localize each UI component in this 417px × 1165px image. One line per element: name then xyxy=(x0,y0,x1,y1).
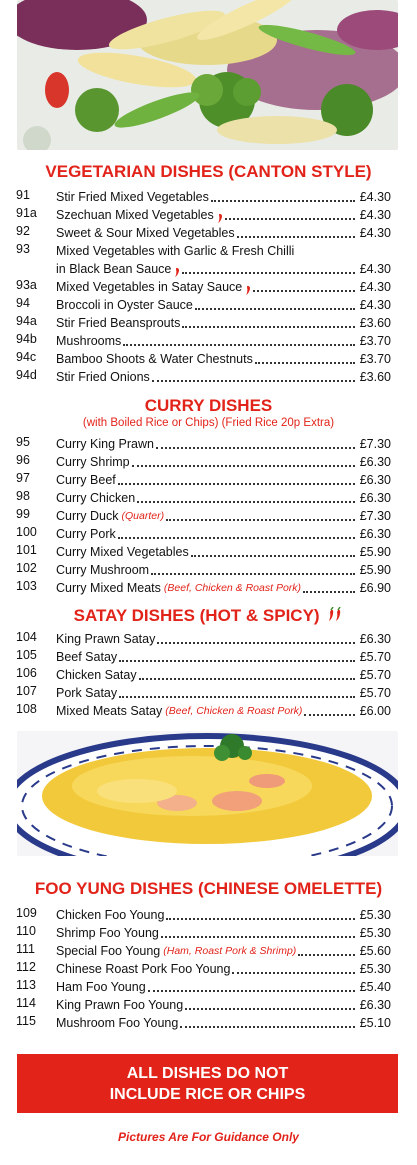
item-number: 115 xyxy=(16,1014,36,1028)
item-note: (Ham, Roast Pork & Shrimp) xyxy=(163,945,297,957)
dot-leader xyxy=(303,578,355,593)
item-number: 93a xyxy=(16,278,37,292)
item-price: £5.90 xyxy=(359,545,391,559)
item-name: Beef Satay xyxy=(56,650,118,664)
item-price: £5.70 xyxy=(359,668,391,682)
dot-leader xyxy=(166,506,355,521)
dot-leader xyxy=(237,223,355,238)
item-name: Special Foo Young xyxy=(56,944,161,958)
item-body xyxy=(56,905,391,923)
red-chili-icon xyxy=(245,284,251,295)
menu-item-row xyxy=(16,277,391,295)
item-number: 100 xyxy=(16,525,37,539)
item-name: Stir Fried Mixed Vegetables xyxy=(56,190,209,204)
item-body xyxy=(56,349,391,367)
item-price: £4.30 xyxy=(359,280,391,294)
item-name: Curry King Prawn xyxy=(56,437,154,451)
dot-leader xyxy=(156,434,355,449)
menu-item-row xyxy=(16,313,391,331)
item-body xyxy=(56,205,391,223)
item-name: Mushrooms xyxy=(56,334,122,348)
menu-item-row xyxy=(16,331,391,349)
item-line xyxy=(56,313,391,331)
item-number: 94 xyxy=(16,296,30,310)
item-line xyxy=(56,434,391,452)
item-name: Mixed Meats Satay xyxy=(56,704,163,718)
item-line xyxy=(56,995,391,1013)
menu-item-row xyxy=(16,223,391,241)
item-price: £3.60 xyxy=(359,316,391,330)
item-line xyxy=(56,187,391,205)
item-name: Mushroom Foo Young xyxy=(56,1016,179,1030)
item-number: 112 xyxy=(16,960,36,974)
item-price: £6.90 xyxy=(359,581,391,595)
dot-leader xyxy=(304,701,355,716)
dot-leader xyxy=(152,367,355,382)
item-body xyxy=(56,959,391,977)
curry-dish-list xyxy=(16,434,391,596)
item-price: £6.30 xyxy=(359,632,391,646)
dot-leader xyxy=(157,629,355,644)
item-body xyxy=(56,506,391,524)
item-body xyxy=(56,295,391,313)
guidance-footer-note: Pictures Are For Guidance Only xyxy=(118,1130,299,1144)
menu-item-row xyxy=(16,959,391,977)
menu-item-row xyxy=(16,578,391,596)
item-price: £6.30 xyxy=(359,527,391,541)
item-name: King Prawn Foo Young xyxy=(56,998,184,1012)
satay-title-text: SATAY DISHES (HOT & SPICY) xyxy=(73,606,320,625)
menu-item-row xyxy=(16,977,391,995)
item-body xyxy=(56,578,391,596)
menu-item-row xyxy=(16,560,391,578)
menu-item-row xyxy=(16,452,391,470)
item-body xyxy=(56,277,391,295)
item-number: 109 xyxy=(16,906,37,920)
item-body xyxy=(56,647,391,665)
menu-item-row xyxy=(16,241,391,277)
item-number: 98 xyxy=(16,489,30,503)
item-body xyxy=(56,331,391,349)
dot-leader xyxy=(255,349,355,364)
item-price: £6.30 xyxy=(359,473,391,487)
red-chili-icon xyxy=(217,212,223,223)
dot-leader xyxy=(118,524,355,539)
foo-yung-dish-list xyxy=(16,905,391,1031)
dot-leader xyxy=(182,313,355,328)
item-body xyxy=(56,488,391,506)
item-body xyxy=(56,683,391,701)
item-name: Curry Chicken xyxy=(56,491,136,505)
item-price: £6.30 xyxy=(359,491,391,505)
item-price: £5.40 xyxy=(359,980,391,994)
dot-leader xyxy=(161,923,355,938)
item-body xyxy=(56,1013,391,1031)
dot-leader xyxy=(119,647,355,662)
item-note: (Quarter) xyxy=(121,510,165,522)
item-line xyxy=(56,1013,391,1031)
vegetable-dish-photo xyxy=(17,0,398,150)
item-body xyxy=(56,187,391,205)
item-number: 92 xyxy=(16,224,30,238)
item-body xyxy=(56,941,391,959)
item-number: 107 xyxy=(16,684,37,698)
item-price: £5.90 xyxy=(359,563,391,577)
item-number: 94a xyxy=(16,314,37,328)
menu-item-row xyxy=(16,488,391,506)
item-price: £3.70 xyxy=(359,352,391,366)
item-line xyxy=(56,683,391,701)
item-line xyxy=(56,959,391,977)
item-body xyxy=(56,313,391,331)
item-name: Mixed Vegetables with Garlic & Fresh Chilli xyxy=(56,244,295,258)
item-price: £5.30 xyxy=(359,908,391,922)
item-number: 113 xyxy=(16,978,36,992)
item-number: 114 xyxy=(16,996,36,1010)
item-line xyxy=(56,701,391,719)
item-number: 101 xyxy=(16,543,37,557)
menu-item-row xyxy=(16,470,391,488)
menu-item-row xyxy=(16,923,391,941)
item-line xyxy=(56,542,391,560)
item-body xyxy=(56,542,391,560)
item-name: Pork Satay xyxy=(56,686,118,700)
item-name: Mixed Vegetables in Satay Sauce xyxy=(56,280,243,294)
item-body xyxy=(56,434,391,452)
item-line xyxy=(56,295,391,313)
item-price: £5.70 xyxy=(359,686,391,700)
menu-item-row xyxy=(16,524,391,542)
item-name: Shrimp Foo Young xyxy=(56,926,159,940)
dot-leader xyxy=(211,187,355,202)
dot-leader xyxy=(253,277,355,292)
dot-leader xyxy=(225,205,355,220)
item-body xyxy=(56,223,391,241)
item-price: £5.70 xyxy=(359,650,391,664)
dot-leader xyxy=(166,905,355,920)
menu-item-row xyxy=(16,1013,391,1031)
item-body xyxy=(56,452,391,470)
item-name: Curry Mixed Meats xyxy=(56,581,161,595)
item-line xyxy=(56,977,391,995)
item-name: Chinese Roast Pork Foo Young xyxy=(56,962,231,976)
satay-dish-list xyxy=(16,629,391,719)
item-line xyxy=(56,349,391,367)
item-body xyxy=(56,977,391,995)
item-line xyxy=(56,452,391,470)
menu-item-row xyxy=(16,683,391,701)
item-price: £4.30 xyxy=(359,190,391,204)
item-price: £3.70 xyxy=(359,334,391,348)
dot-leader xyxy=(191,542,355,557)
dot-leader xyxy=(182,258,355,274)
dot-leader xyxy=(139,665,355,680)
item-name: Curry Mixed Vegetables xyxy=(56,545,189,559)
item-name: Bamboo Shoots & Water Chestnuts xyxy=(56,352,253,366)
item-price: £6.00 xyxy=(359,704,391,718)
omelette-dish-photo xyxy=(17,731,398,856)
item-number: 110 xyxy=(16,924,36,938)
item-name: Curry Shrimp xyxy=(56,455,130,469)
item-price: £5.30 xyxy=(359,926,391,940)
double-chili-icon xyxy=(327,607,343,623)
item-body xyxy=(56,470,391,488)
item-name: Sweet & Sour Mixed Vegetables xyxy=(56,226,235,240)
banner-line-1: ALL DISHES DO NOT xyxy=(126,1064,289,1082)
item-body xyxy=(56,241,391,277)
item-price: £5.10 xyxy=(359,1016,391,1030)
item-number: 102 xyxy=(16,561,37,575)
item-body xyxy=(56,560,391,578)
item-price: £6.30 xyxy=(359,998,391,1012)
dot-leader xyxy=(119,683,355,698)
item-name: Chicken Foo Young xyxy=(56,908,165,922)
item-price: £7.30 xyxy=(359,509,391,523)
menu-item-row xyxy=(16,187,391,205)
curry-section-title: CURRY DISHES xyxy=(144,396,273,415)
item-name-continued: in Black Bean Sauce xyxy=(56,262,172,276)
dot-leader xyxy=(180,1013,355,1028)
vegetarian-section-title: VEGETARIAN DISHES (CANTON STYLE) xyxy=(45,162,372,181)
item-line xyxy=(56,905,391,923)
item-number: 105 xyxy=(16,648,37,662)
dot-leader xyxy=(137,488,355,503)
item-name: King Prawn Satay xyxy=(56,632,156,646)
menu-item-row xyxy=(16,205,391,223)
menu-item-row xyxy=(16,629,391,647)
item-number: 94d xyxy=(16,368,37,382)
menu-item-row xyxy=(16,905,391,923)
dot-leader xyxy=(151,560,355,575)
item-number: 103 xyxy=(16,579,37,593)
item-body xyxy=(56,701,391,719)
menu-item-row xyxy=(16,701,391,719)
item-number: 91a xyxy=(16,206,37,220)
curry-section-subtitle: (with Boiled Rice or Chips) (Fried Rice 20p Extra) xyxy=(82,417,335,429)
item-price: £4.30 xyxy=(359,226,391,240)
item-number: 111 xyxy=(16,942,36,956)
vegetarian-dish-list xyxy=(16,187,391,385)
item-note: (Beef, Chicken & Roast Pork) xyxy=(165,705,303,717)
dot-leader xyxy=(123,331,355,346)
item-number: 91 xyxy=(16,188,30,202)
menu-item-row xyxy=(16,665,391,683)
item-price: £6.30 xyxy=(359,455,391,469)
item-line xyxy=(56,629,391,647)
satay-section-title xyxy=(0,606,417,626)
item-line xyxy=(56,223,391,241)
item-number: 94c xyxy=(16,350,37,364)
item-line xyxy=(56,488,391,506)
menu-item-row xyxy=(16,295,391,313)
item-note: (Beef, Chicken & Roast Pork) xyxy=(163,582,302,594)
item-body xyxy=(56,629,391,647)
item-line xyxy=(56,506,391,524)
banner-line-2: INCLUDE RICE OR CHIPS xyxy=(109,1085,306,1103)
dot-leader xyxy=(132,452,355,467)
item-name: Chicken Satay xyxy=(56,668,137,682)
item-name: Curry Beef xyxy=(56,473,116,487)
dot-leader xyxy=(232,959,355,974)
menu-item-row xyxy=(16,647,391,665)
item-number: 96 xyxy=(16,453,30,467)
item-price: £5.60 xyxy=(359,944,391,958)
item-name: Broccoli in Oyster Sauce xyxy=(56,298,193,312)
item-name: Curry Mushroom xyxy=(56,563,150,577)
item-name: Curry Duck xyxy=(56,509,119,523)
item-price: £4.30 xyxy=(359,298,391,312)
item-price: £4.30 xyxy=(359,262,391,276)
item-number: 108 xyxy=(16,702,37,716)
item-line xyxy=(56,241,391,259)
item-name: Ham Foo Young xyxy=(56,980,146,994)
item-line xyxy=(56,941,391,959)
menu-item-row xyxy=(16,367,391,385)
dot-leader xyxy=(118,470,355,485)
red-chili-icon xyxy=(174,266,180,277)
item-name: Stir Fried Beansprouts xyxy=(56,316,181,330)
menu-item-row xyxy=(16,542,391,560)
dot-leader xyxy=(148,977,355,992)
item-line xyxy=(56,470,391,488)
item-number: 104 xyxy=(16,630,37,644)
dot-leader xyxy=(195,295,355,310)
item-line xyxy=(56,923,391,941)
item-price: £3.60 xyxy=(359,370,391,384)
item-line xyxy=(56,524,391,542)
item-body xyxy=(56,923,391,941)
item-price: £4.30 xyxy=(359,208,391,222)
item-name: Curry Pork xyxy=(56,527,116,541)
item-line xyxy=(56,665,391,683)
dot-leader xyxy=(298,941,355,956)
item-line xyxy=(56,647,391,665)
item-number: 97 xyxy=(16,471,30,485)
item-name: Szechuan Mixed Vegetables xyxy=(56,208,214,222)
item-line xyxy=(56,277,391,295)
item-price: £5.30 xyxy=(359,962,391,976)
item-line xyxy=(56,205,391,223)
item-number: 95 xyxy=(16,435,30,449)
menu-item-row xyxy=(16,349,391,367)
menu-item-row xyxy=(16,995,391,1013)
item-body xyxy=(56,367,391,385)
menu-item-row xyxy=(16,434,391,452)
item-line xyxy=(56,331,391,349)
rice-chips-notice-banner xyxy=(17,1054,398,1113)
foo-yung-section-title: FOO YUNG DISHES (CHINESE OMELETTE) xyxy=(34,879,383,898)
item-name: Stir Fried Onions xyxy=(56,370,150,384)
item-line xyxy=(56,367,391,385)
item-number: 93 xyxy=(16,242,30,256)
item-body xyxy=(56,665,391,683)
item-number: 106 xyxy=(16,666,37,680)
menu-item-row xyxy=(16,506,391,524)
dot-leader xyxy=(185,995,355,1010)
item-body xyxy=(56,995,391,1013)
item-line xyxy=(56,560,391,578)
item-number: 94b xyxy=(16,332,37,346)
menu-item-row xyxy=(16,941,391,959)
item-line xyxy=(56,259,391,277)
item-line xyxy=(56,578,391,596)
item-number: 99 xyxy=(16,507,30,521)
item-body xyxy=(56,524,391,542)
item-price: £7.30 xyxy=(359,437,391,451)
